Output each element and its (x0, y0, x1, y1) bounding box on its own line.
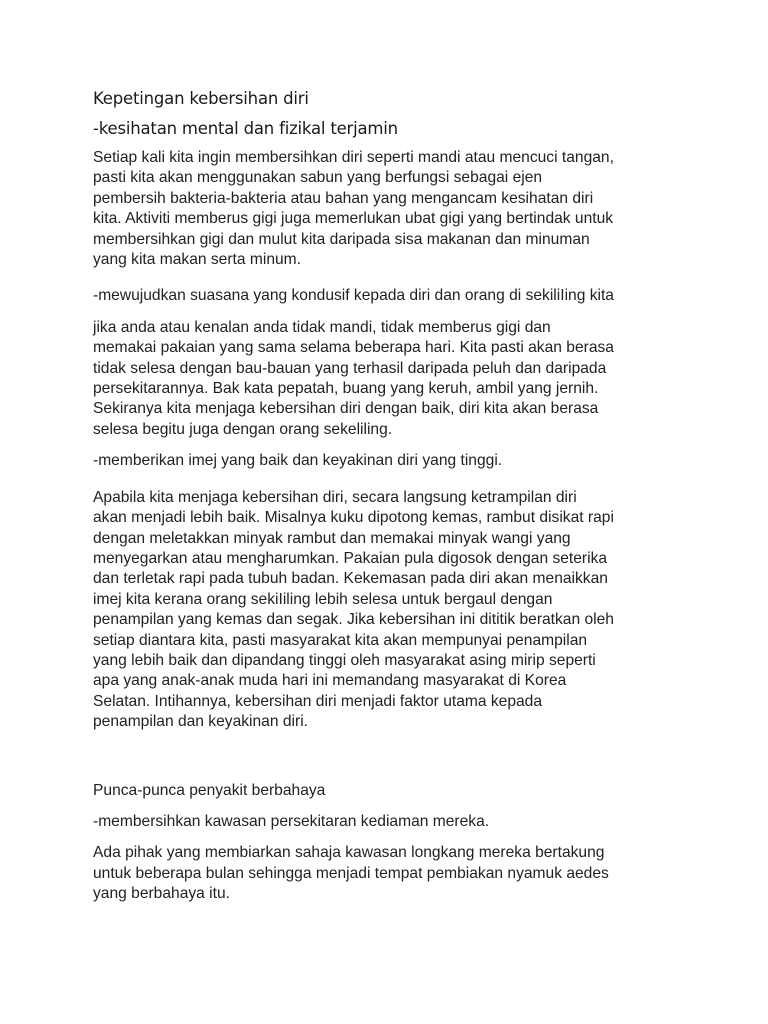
paragraph-line: kita. Aktiviti memberus gigi juga memerlukan ubat gigi yang bertindak untuk (93, 210, 614, 228)
section-2-title: Punca-punca penyakit berbahaya (93, 781, 326, 799)
paragraph-2 (93, 318, 693, 440)
document-title: Kepetingan kebersihan diri (93, 89, 309, 108)
point-heading-2: -mewujudkan suasana yang kondusif kepada diri dan orang di sekiliIing kita (93, 287, 614, 305)
paragraph-1 (93, 148, 693, 270)
paragraph-line: menyegarkan atau mengharumkan. Pakaian pula digosok dengan seterika (93, 549, 608, 567)
paragraph-line: Apabila kita menjaga kebersihan diri, secara langsung ketrampilan diri (93, 488, 577, 506)
paragraph-line: memakai pakaian yang sama selama beberapa hari. Kita pasti akan berasa (93, 339, 614, 357)
paragraph-line: pasti kita akan menggunakan sabun yang berfungsi sebagai ejen (93, 169, 543, 187)
paragraph-line: yang lebih baik dan dipandang tinggi oleh masyarakat asing mirip seperti (93, 651, 596, 669)
paragraph-line: penampilan yang kemas dan segak. Jika kebersihan ini dititik beratkan oleh (93, 611, 614, 629)
paragraph-line: jika anda atau kenalan anda tidak mandi, tidak memberus gigi dan (93, 318, 551, 336)
paragraph-line: Selatan. Intihannya, kebersihan diri menjadi faktor utama kepada (93, 692, 543, 710)
paragraph-line: Ada pihak yang membiarkan sahaja kawasan longkang mereka bertakung (93, 844, 605, 862)
paragraph-line: selesa begitu juga dengan orang sekeliling. (93, 420, 393, 438)
point-heading-4: -membersihkan kawasan persekitaran kediaman mereka. (93, 812, 490, 830)
paragraph-line: persekitarannya. Bak kata pepatah, buang yang keruh, ambil yang jernih. (93, 380, 599, 398)
document-subtitle: -kesihatan mental dan fizikal terjamin (93, 119, 398, 138)
paragraph-line: setiap diantara kita, pasti masyarakat kita akan mempunyai penampilan (93, 631, 588, 649)
paragraph-line: tidak selesa dengan bau-bauan yang terhasil daripada peluh dan daripada (93, 359, 607, 377)
paragraph-line: Sekiranya kita menjaga kebersihan diri dengan baik, diri kita akan berasa (93, 400, 599, 418)
document-page (93, 88, 693, 905)
paragraph-line: apa yang anak-anak muda hari ini memandang masyarakat di Korea (93, 672, 567, 690)
paragraph-line: yang kita makan serta minum. (93, 251, 302, 269)
paragraph-line: akan menjadi lebih baik. Misalnya kuku dipotong kemas, rambut disikat rapi (93, 509, 614, 527)
paragraph-3 (93, 488, 693, 733)
paragraph-line: yang berbahaya itu. (93, 885, 230, 903)
paragraph-4 (93, 843, 693, 904)
paragraph-line: Setiap kali kita ingin membersihkan diri seperti mandi atau mencuci tangan, (93, 149, 614, 166)
paragraph-line: pembersih bakteria-bakteria atau bahan yang mengancam kesihatan diri (93, 189, 594, 207)
paragraph-line: imej kita kerana orang sekiIiling lebih selesa untuk bergaul dengan (93, 590, 553, 608)
paragraph-line: membersihkan gigi dan mulut kita daripada sisa makanan dan minuman (93, 230, 590, 248)
point-heading-3: -memberikan imej yang baik dan keyakinan diri yang tinggi. (93, 452, 503, 470)
paragraph-line: dengan meletakkan minyak rambut dan memakai minyak wangi yang (93, 529, 571, 547)
paragraph-line: untuk beberapa bulan sehingga menjadi tempat pembiakan nyamuk aedes (93, 864, 609, 882)
paragraph-line: penampilan dan keyakinan diri. (93, 713, 308, 731)
paragraph-line: dan terletak rapi pada tubuh badan. Kekemasan pada diri akan menaikkan (93, 570, 608, 588)
